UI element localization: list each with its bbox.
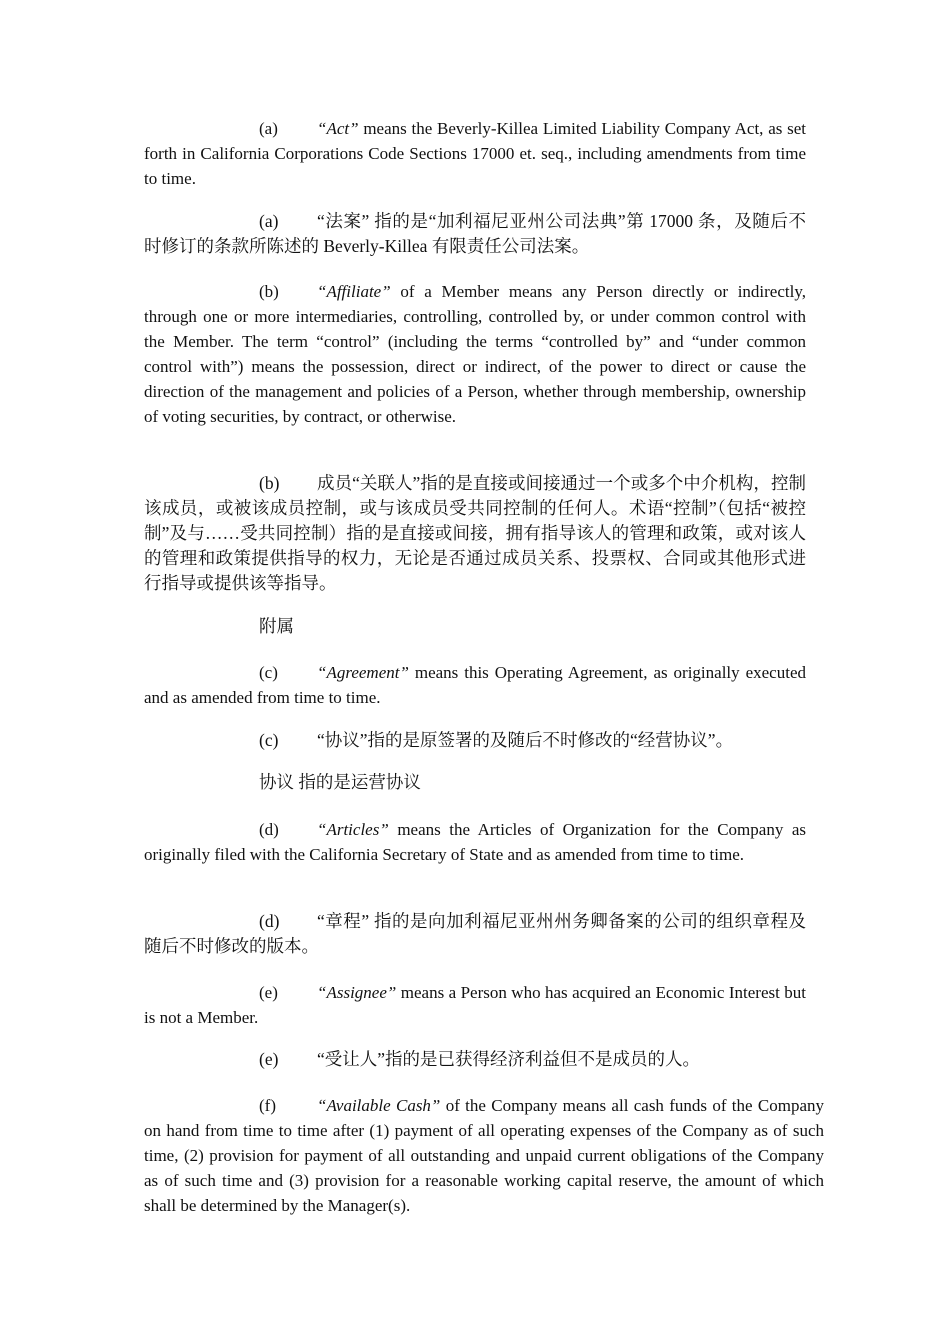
definition-affiliate-en: (b) “Affiliate” of a Member means any Person directly or indirectly, through one or more intermediaries, controlling, controlled by, or under common control with the Member. The term “control” (including the terms “controlled by” and “under common control with”) means the possession, direct or indirect, of the power to direct or cause the direction of the management and policies of a Person, whether through membership, ownership of voting securities, by contract, or otherwise.	[144, 282, 806, 426]
definition-act-cn: (a) “法案” 指的是“加利福尼亚州公司法典”第 17000 条，及随后不时修订的条款所陈述的 Beverly-Killea 有限责任公司法案。	[144, 211, 806, 256]
definition-available-cash-en: (f) “Available Cash” of the Company means all cash funds of the Company on hand from time to time after (1) payment of all operating expenses of the Company as of such time, (2) provision for payment of all outstanding and unpaid current obligations of the Company as of such time and (3) provision for a reasonable working capital reserve, the amount of which shall be determined by the Manager(s).	[144, 1096, 824, 1215]
definition-articles-cn: (d) “章程” 指的是向加利福尼亚州州务卿备案的公司的组织章程及随后不时修改的版本。	[144, 911, 806, 956]
definition-articles-en: (d) “Articles” means the Articles of Organization for the Company as originally filed with the California Secretary of State and as amended from time to time.	[144, 820, 806, 864]
note-affiliate: 附属	[259, 616, 294, 636]
definition-act-en: (a) “Act” means the Beverly-Killea Limited Liability Company Act, as set forth in California Corporations Code Sections 17000 et. seq., including amendments from time to time.	[144, 119, 806, 188]
definition-agreement-en: (c) “Agreement” means this Operating Agreement, as originally executed and as amended from time to time.	[144, 663, 806, 707]
note-agreement: 协议 指的是运营协议	[259, 772, 421, 792]
definition-assignee-cn: (e) “受让人”指的是已获得经济利益但不是成员的人。	[259, 1049, 701, 1069]
definition-affiliate-cn: (b) 成员“关联人”指的是直接或间接通过一个或多个中介机构，控制该成员，或被该成员控制，或与该成员受共同控制的任何人。术语“控制”（包括“被控制”及与……受共同控制）指的是直接或间接，拥有指导该人的管理和政策，或对该人的管理和政策提供指导的权力，无论是否通过成员关系、投票权、合同或其他形式进行指导或提供该等指导。	[144, 473, 806, 593]
definition-assignee-en: (e) “Assignee” means a Person who has acquired an Economic Interest but is not a Member.	[144, 983, 806, 1027]
definition-agreement-cn: (c) “协议”指的是原签署的及随后不时修改的“经营协议”。	[259, 730, 734, 750]
